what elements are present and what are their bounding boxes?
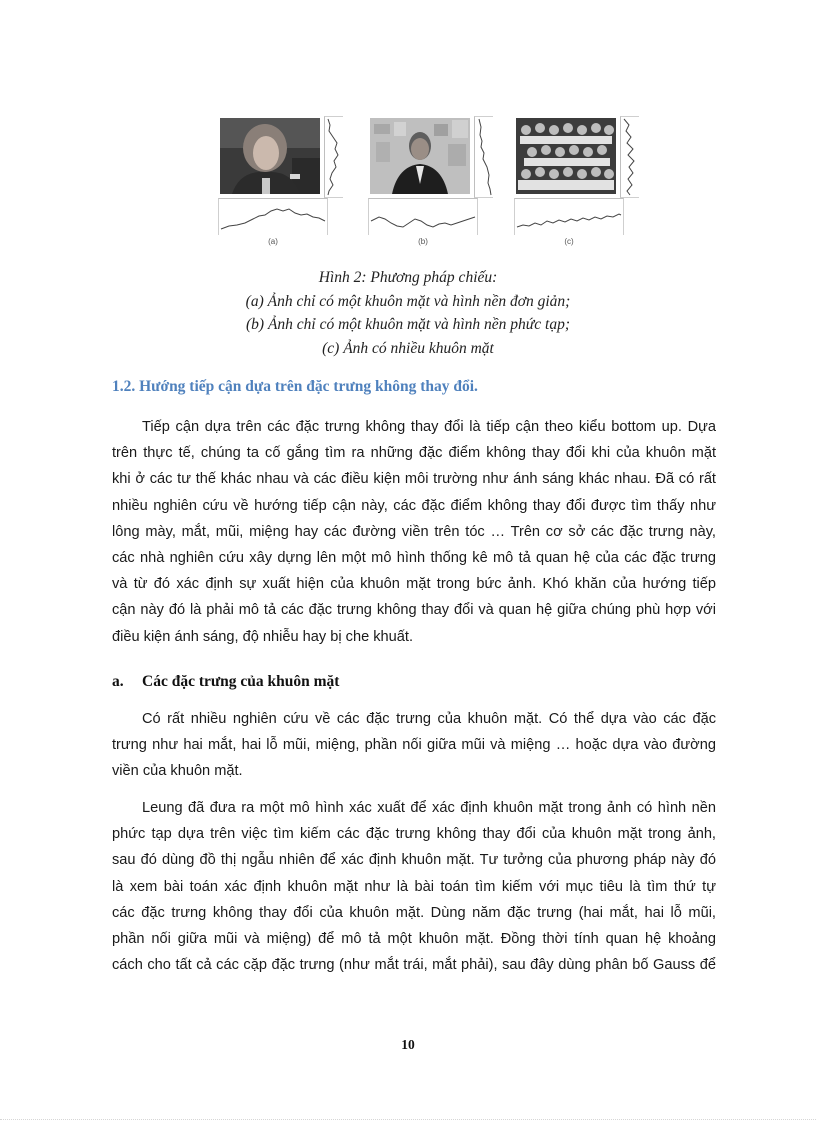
section-heading: 1.2. Hướng tiếp cận dựa trên đặc trưng không thay đổi. bbox=[112, 378, 478, 395]
text-line: Tiếp cận dựa trên các đặc trưng không thay đổi là tiếp cận theo kiểu bottom up. Dựa bbox=[142, 419, 716, 435]
text-line: viền của khuôn mặt. bbox=[112, 763, 243, 780]
page-bottom-divider bbox=[0, 1119, 816, 1120]
paragraph-invariant-features-approach bbox=[112, 414, 716, 650]
text-line: cận này đó là phải mô tả các đặc trưng không thay đổi và quan hệ giữa chúng phù hợp với bbox=[112, 602, 716, 619]
figure-panel-label: (a) bbox=[268, 237, 278, 246]
figure-caption bbox=[120, 266, 696, 360]
subsection-title: Các đặc trưng của khuôn mặt bbox=[142, 673, 340, 690]
photo-single-face-complex-background bbox=[370, 118, 470, 194]
caption-line: (c) Ảnh có nhiều khuôn mặt bbox=[322, 339, 494, 357]
text-line: trưng như hai mắt, hai lỗ mũi, miệng, phần nối giữa mũi và miệng … hoặc dựa vào đường bbox=[112, 737, 716, 754]
horizontal-projection-profile-c bbox=[514, 198, 624, 235]
caption-line: (b) Ảnh chỉ có một khuôn mặt và hình nền phức tạp; bbox=[246, 316, 570, 333]
figure-panel-a bbox=[214, 112, 344, 252]
text-line: và từ đó xác định sự xuất hiện của khuôn mặt trong bức ảnh. Khó khăn của hướng tiếp bbox=[112, 576, 716, 593]
text-line: nhiều nghiên cứu về hướng tiếp cận này, các đặc điểm không thay đổi được tìm thấy như bbox=[112, 497, 716, 514]
text-line: phức tạp dựa trên việc tìm kiếm các đặc trưng không thay đổi của khuôn mặt trong ảnh, bbox=[112, 826, 716, 843]
text-line: khi ở các tư thế khác nhau và các điều kiện môi trường như ánh sáng khác nhau. Đã có rất bbox=[112, 471, 716, 488]
text-line: là xem bài toán xác định khuôn mặt như là bài toán tìm kiếm với mục tiêu là tìm thứ tự bbox=[112, 878, 716, 895]
paragraph-leung-model bbox=[112, 795, 716, 978]
text-line: các nhà nghiên cứu xây dựng lên một mô hình thống kê mô tả quan hệ của các đặc trưng bbox=[112, 550, 716, 567]
figure-panel-label: (c) bbox=[564, 237, 574, 246]
horizontal-projection-profile-b bbox=[368, 198, 478, 235]
text-line: sau đó dùng đồ thị ngẫu nhiên để xác định khuôn mặt. Tư tưởng của phương pháp này đó bbox=[112, 852, 716, 869]
vertical-projection-profile-b bbox=[474, 116, 493, 198]
photo-single-face-simple-background bbox=[220, 118, 320, 194]
text-line: trên thực tế, chúng ta cố gắng tìm ra những đặc điểm không thay đổi khi của khuôn mặt bbox=[112, 445, 716, 462]
caption-title: Hình 2: Phương pháp chiếu: bbox=[318, 269, 498, 286]
page-number: 10 bbox=[401, 1037, 415, 1052]
figure-panel-c bbox=[510, 112, 640, 252]
text-line: lông mày, mắt, mũi, miệng hay các đường viền trên tóc … Trên cơ sở các đặc trưng này, bbox=[112, 523, 716, 540]
vertical-projection-profile-a bbox=[324, 116, 343, 198]
text-line: cách cho tất cả các cặp đặc trưng (như mắt trái, mắt phải), sau đây dùng phân bố Gauss để bbox=[112, 957, 716, 974]
paragraph-face-features bbox=[112, 706, 716, 785]
subsection-heading bbox=[112, 673, 339, 691]
figure-panel-label: (b) bbox=[418, 237, 428, 246]
photo-many-faces bbox=[516, 118, 616, 194]
subsection-marker: a. bbox=[112, 673, 124, 690]
horizontal-projection-profile-a bbox=[218, 198, 328, 235]
text-line: các đặc trưng không thay đổi của khuôn mặt. Dùng năm đặc trưng (hai mắt, hai lỗ mũi, bbox=[112, 904, 716, 921]
text-line: Có rất nhiều nghiên cứu về các đặc trưng của khuôn mặt. Có thể dựa vào các đặc bbox=[142, 711, 716, 727]
vertical-projection-profile-c bbox=[620, 116, 639, 198]
figure-projection-method bbox=[208, 112, 646, 252]
figure-panel-b bbox=[364, 112, 494, 252]
caption-line: (a) Ảnh chỉ có một khuôn mặt và hình nền đơn giản; bbox=[245, 292, 571, 310]
text-line: phần nối giữa mũi và miệng) để mô tả một khuôn mặt. Đồng thời tính quan hệ khoảng bbox=[112, 931, 716, 948]
text-line: Leung đã đưa ra một mô hình xác xuất để xác định khuôn mặt trong ảnh có hình nền bbox=[142, 800, 716, 816]
text-line: điều kiện ánh sáng, độ nhiễu hay bị che khuất. bbox=[112, 628, 414, 645]
